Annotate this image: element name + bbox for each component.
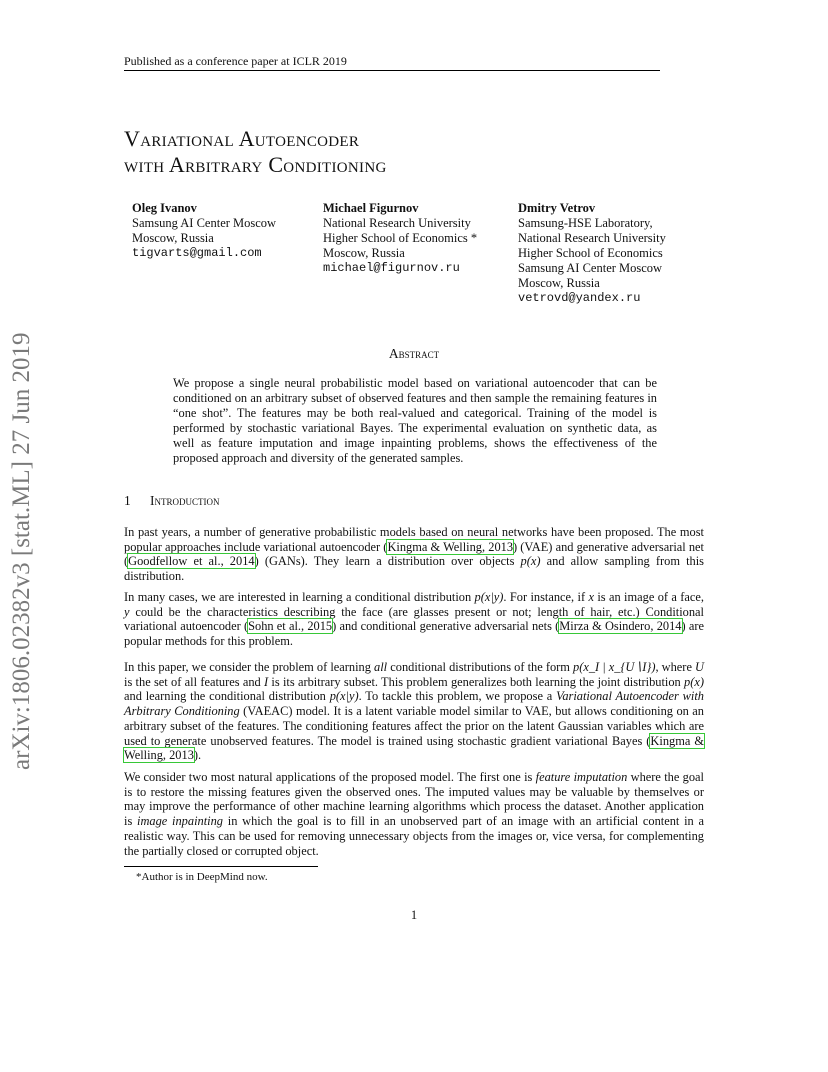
emphasis: all (374, 660, 388, 674)
text-run: is the set of all features and (124, 674, 264, 689)
page-number: 1 (410, 908, 418, 922)
text-run: where the goal is to restore the missing features given the observed ones. The imputed values may be valuable by themselves or may improve the performance of other machine learning algorithms which process the dataset. Another application is (124, 770, 704, 829)
text-run: ) and conditional generative adversarial nets ( (332, 619, 560, 634)
citation-link[interactable]: Goodfellow et al., 2014 (128, 554, 255, 569)
citation-link[interactable]: Kingma & Welling, 2013 (124, 733, 705, 763)
paper-title (124, 126, 387, 178)
running-header: Published as a conference paper at ICLR 2019 (124, 54, 347, 68)
math-expression: p(x_I | x_{U∖I}) (573, 660, 656, 674)
text-run: In this paper, we consider the problem of learning (124, 660, 375, 674)
author-email[interactable]: tigvarts@gmail.com (132, 246, 262, 260)
author-email[interactable]: michael@figurnov.ru (323, 261, 460, 275)
author-affiliation: Higher School of Economics (518, 246, 663, 260)
footnote-rule (124, 866, 318, 867)
author-affiliation: National Research University (323, 216, 471, 230)
footnote: *Author is in DeepMind now. (136, 871, 268, 883)
math-expression: p(x|y) (474, 590, 504, 604)
author-name: Oleg Ivanov (132, 201, 197, 215)
author-affiliation: Samsung AI Center Moscow (518, 261, 663, 275)
text-run: ). (193, 748, 202, 763)
author-affiliation: Samsung-HSE Laboratory, (518, 216, 653, 230)
text-run: and learning the conditional distribution (124, 689, 330, 704)
author-affiliation: Samsung AI Center Moscow (132, 216, 277, 230)
arxiv-sidebar-stamp: arXiv:1806.02382v3 [stat.ML] 27 Jun 2019 (8, 332, 35, 770)
emphasis: feature imputation (535, 770, 628, 784)
math-expression: y (124, 604, 130, 619)
intro-paragraph-2 (124, 590, 704, 649)
author-block-1 (132, 201, 276, 261)
author-name: Michael Figurnov (323, 201, 419, 215)
text-run: In past years, a number of generative probabilistic models based on neural networks have been proposed. The most popular approaches include variational autoencoder ( (124, 525, 704, 554)
abstract-heading: Abstract (388, 346, 440, 361)
math-expression: p(x|y) (329, 689, 359, 704)
text-run: ) (VAE) and generative adversarial net ( (124, 539, 704, 569)
author-block-2 (323, 201, 477, 276)
math-expression: U (695, 660, 704, 674)
math-expression: I (264, 674, 269, 689)
citation-link[interactable]: Mirza & Osindero, 2014 (559, 619, 682, 634)
text-run: conditional distributions of the form (387, 660, 574, 674)
citation-link[interactable]: Sohn et al., 2015 (248, 619, 333, 634)
text-run: We consider two most natural applications of the proposed model. The first one is (124, 770, 536, 784)
math-expression: p(x) (520, 554, 541, 569)
text-run: is its arbitrary subset. This problem generalizes both learning the joint distribution (268, 674, 685, 689)
text-run: (VAEAC) model. It is a latent variable model similar to VAE, but allows conditioning on an arbitrary subset of the features. The conditioning features affect the prior on the latent Gaussian variables which are used to generate unobserved features. The model is trained using stochastic gradient variational Bayes ( (124, 704, 704, 748)
author-affiliation: Moscow, Russia (518, 276, 600, 290)
text-run: . To tackle this problem, we propose a (358, 689, 557, 704)
section-heading (124, 493, 220, 509)
author-affiliation: Higher School of Economics * (323, 231, 478, 245)
text-run: . For instance, if (503, 590, 589, 604)
emphasis: image inpainting (137, 814, 223, 829)
section-title: Introduction (150, 493, 220, 508)
author-affiliation: Moscow, Russia (323, 246, 405, 260)
text-run: and allow sampling from this distribution. (124, 554, 705, 584)
math-expression: p(x) (684, 674, 704, 689)
text-run: could be the characteristics describing the face (are glasses present or not; length of hair, etc.) Conditional variational autoencoder ( (124, 604, 704, 634)
author-name: Dmitry Vetrov (518, 201, 596, 215)
abstract-text: We propose a single neural probabilistic model based on variational autoencoder that can be conditioned on an arbitrary subset of observed features and then sample the remaining features in “one shot”. The features may be both real-valued and categorical. Training of the model is performed by stochastic variational Bayes. The experimental evaluation on synthetic data, as well as feature imputation and image inpainting problems, shows the effectiveness of the proposed approach and diversity of the generated samples. (173, 376, 657, 465)
intro-paragraph-1 (124, 525, 704, 584)
author-block-3 (518, 201, 666, 306)
author-affiliation: Moscow, Russia (132, 231, 214, 245)
text-run: in which the goal is to fill in an unobserved part of an image with an artificial content in a realistic way. This can be used for removing unnecessary objects from the images or, vice versa, for complementing the partially closed or corrupted object. (124, 814, 704, 858)
title-line-2: with Arbitrary Conditioning (124, 152, 387, 177)
text-run: is an image of a face, (593, 590, 704, 604)
text-run: ) are popular methods for this problem. (124, 619, 704, 649)
math-expression: x (588, 590, 594, 604)
section-number: 1 (124, 493, 131, 508)
header-rule (124, 70, 660, 71)
author-affiliation: National Research University (518, 231, 666, 245)
title-line-1: Variational Autoencoder (124, 126, 360, 151)
author-email[interactable]: vetrovd@yandex.ru (518, 291, 641, 305)
intro-paragraph-3 (124, 660, 704, 763)
emphasis: Variational Autoencoder with Arbitrary Conditioning (124, 689, 704, 719)
text-run: , where (655, 660, 696, 674)
citation-link[interactable]: Kingma & Welling, 2013 (387, 539, 514, 554)
text-run: In many cases, we are interested in learning a conditional distribution (124, 590, 475, 604)
intro-paragraph-4 (124, 770, 704, 858)
text-run: ) (GANs). They learn a distribution over objects (254, 554, 521, 569)
